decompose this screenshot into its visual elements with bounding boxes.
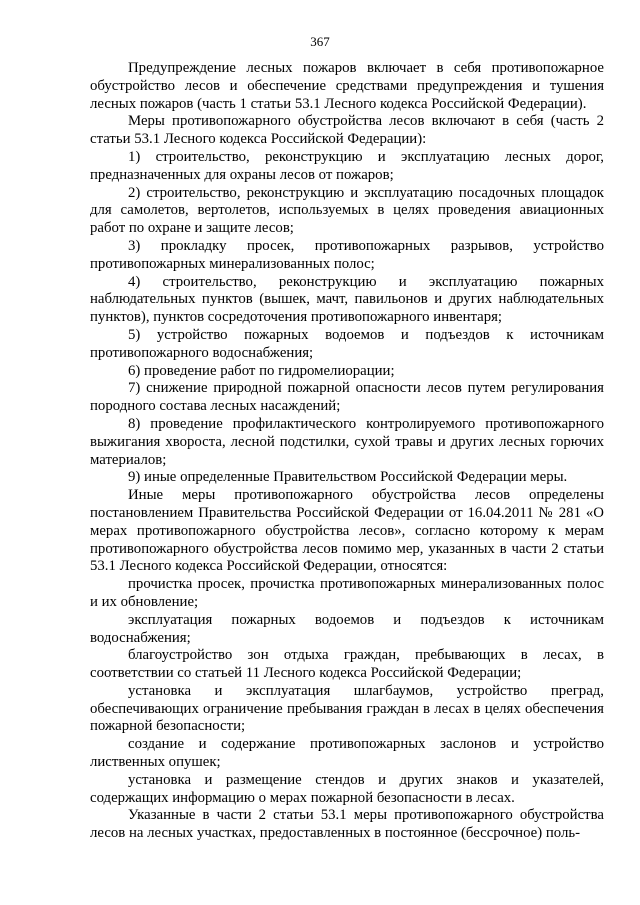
list-item: 9) иные определенные Правительством Российской Федерации меры. [128, 469, 568, 486]
list-item: эксплуатация пожарных водоемов и подъездов к источникам водоснабжения; [90, 611, 604, 646]
list-item: благоустройство зон отдыха граждан, пребывающих в лесах, в соответствии со статьей 11 Лесного кодекса Российской Федерации; [90, 647, 604, 682]
list-item: 2) строительство, реконструкцию и эксплуатацию посадочных площадок для самолетов, вертолетов, используемых в целях проведения авиационных работ по охране и защите лесов; [90, 184, 604, 237]
paragraph: Иные меры противопожарного обустройства лесов определены постановлением Правительства Российской Федерации от 16.04.2011 № 281 «О мерах противопожарного обустройства лесов», согласно которому к мерам противопожарного обустройства лесов помимо мер, указанных в части 2 статьи 53.1 Лесного кодекса Российской Федерации, относятся: [90, 487, 604, 575]
page-number: 367 [310, 34, 330, 49]
list-item: установка и размещение стендов и других знаков и указателей, содержащих информацию о мерах пожарной безопасности в лесах. [90, 771, 604, 806]
document-body [90, 60, 604, 843]
list-item: 4) строительство, реконструкцию и эксплуатацию пожарных наблюдательных пунктов (вышек, мачт, павильонов и других наблюдательных пунктов), пунктов сосредоточения противопожарного инвентаря; [90, 273, 604, 326]
list-item: установка и эксплуатация шлагбаумов, устройство преград, обеспечивающих ограничение пребывания граждан в лесах в целях обеспечения пожарной безопасности; [90, 682, 604, 735]
list-item: 5) устройство пожарных водоемов и подъездов к источникам противопожарного водоснабжения; [90, 326, 604, 361]
list-item: прочистка просек, прочистка противопожарных минерализованных полос и их обновление; [90, 576, 604, 610]
paragraph: Меры противопожарного обустройства лесов включают в себя (часть 2 статьи 53.1 Лесного кодекса Российской Федерации): [90, 113, 604, 148]
list-item: 7) снижение природной пожарной опасности лесов путем регулирования породного состава лесных насаждений; [90, 380, 604, 415]
list-item: 8) проведение профилактического контролируемого противопожарного выжигания хвороста, лесной подстилки, сухой травы и других лесных горючих материалов; [90, 415, 604, 468]
list-item: создание и содержание противопожарных заслонов и устройство лиственных опушек; [90, 736, 604, 771]
list-item: 3) прокладку просек, противопожарных разрывов, устройство противопожарных минерализованных полос; [90, 237, 604, 272]
list-item: 1) строительство, реконструкцию и эксплуатацию лесных дорог, предназначенных для охраны лесов от пожаров; [90, 148, 604, 183]
paragraph: Указанные в части 2 статьи 53.1 меры противопожарного обустройства лесов на лесных участках, предоставленных в постоянное (бессрочное) поль- [90, 807, 604, 842]
list-item: 6) проведение работ по гидромелиорации; [128, 362, 395, 379]
paragraph: Предупреждение лесных пожаров включает в себя противопожарное обустройство лесов и обеспечение средствами предупреждения и тушения лесных пожаров (часть 1 статьи 53.1 Лесного кодекса Российской Федерации). [90, 60, 604, 112]
